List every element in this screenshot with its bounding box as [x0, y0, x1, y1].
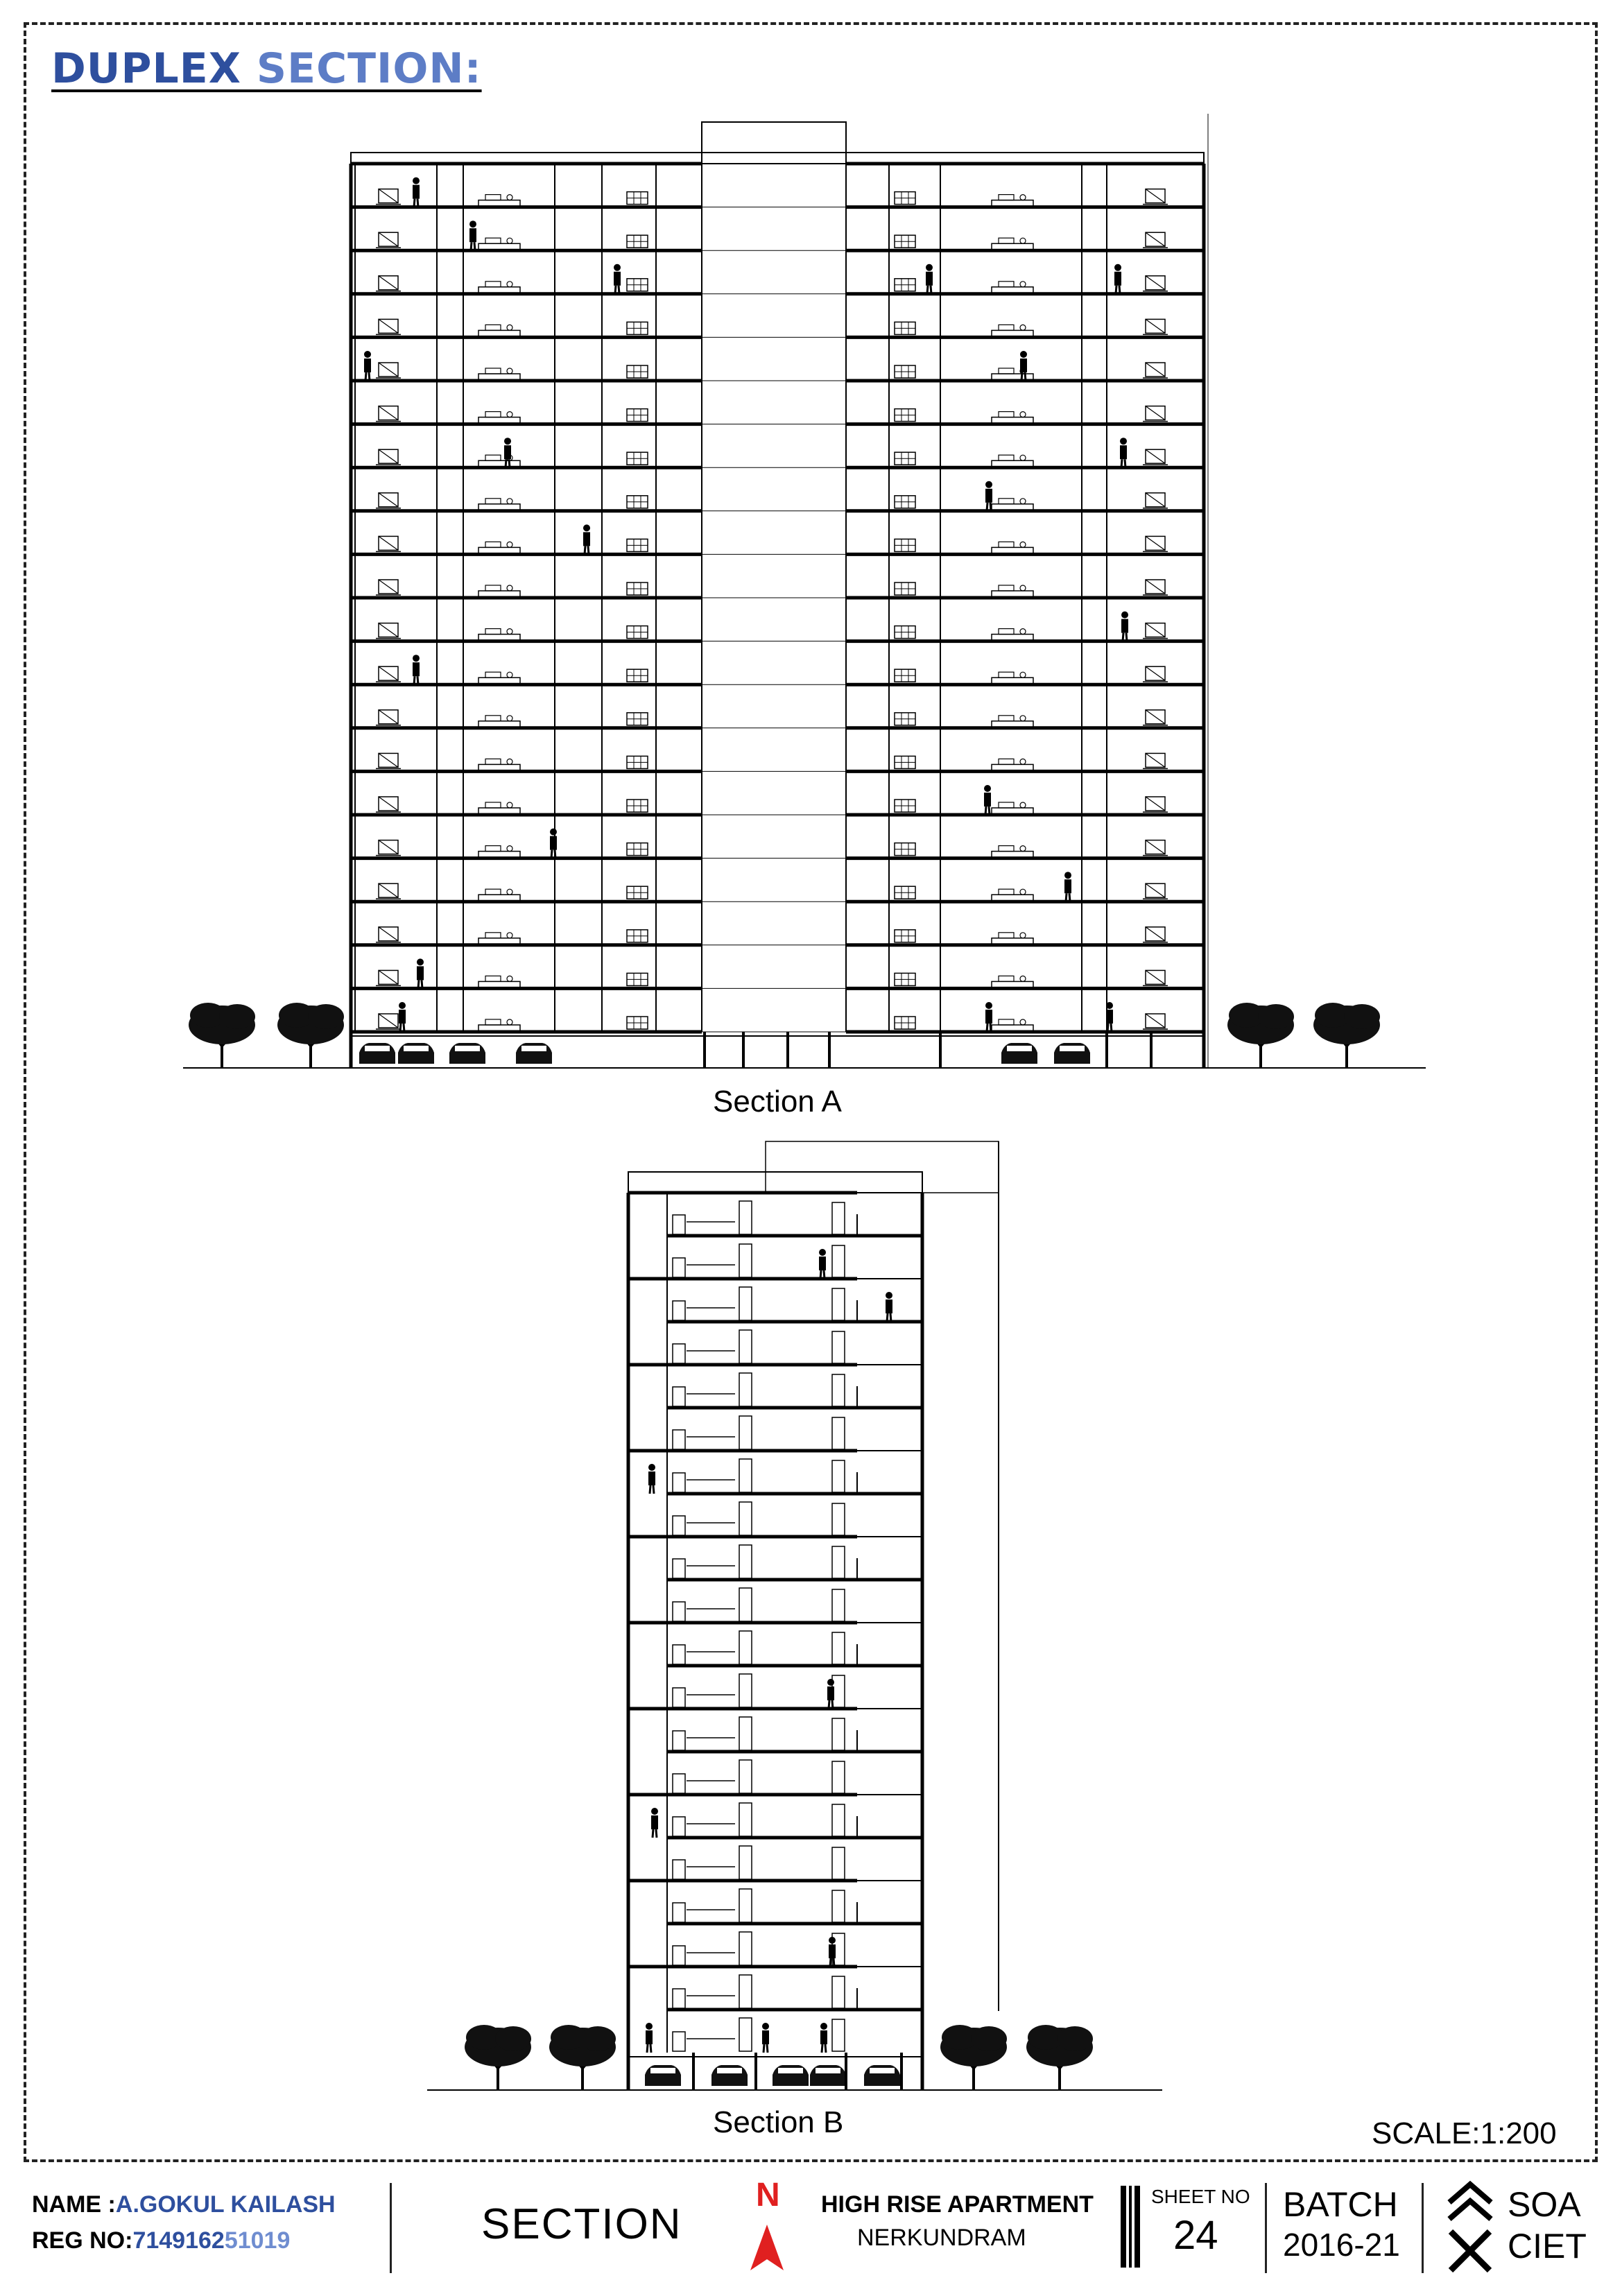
car-icon	[1054, 1043, 1090, 1064]
window-grille	[895, 235, 915, 248]
sofa-furniture	[478, 933, 520, 945]
cabinet-furniture	[376, 189, 401, 205]
school-line2: CIET	[1508, 2227, 1587, 2265]
cabinet-furniture	[1143, 1014, 1168, 1029]
window-grille	[895, 1017, 915, 1029]
person-silhouette	[417, 958, 424, 988]
section-a-drawing	[183, 114, 1426, 1068]
person-silhouette	[614, 264, 621, 294]
person-silhouette	[651, 1808, 658, 1838]
sofa-furniture	[478, 889, 520, 901]
reg-label: REG NO:	[32, 2227, 133, 2254]
batch-cell	[1279, 2173, 1417, 2284]
car-icon	[516, 1043, 552, 1064]
cabinet-furniture	[376, 710, 401, 725]
sofa-furniture	[992, 238, 1033, 250]
cabinet-furniture	[376, 580, 401, 595]
car-icon	[864, 2065, 900, 2086]
person-silhouette	[413, 178, 420, 207]
cabinet-furniture	[376, 927, 401, 942]
project-location: NERKUNDRAM	[857, 2225, 1026, 2251]
sofa-furniture	[992, 542, 1033, 554]
cabinet-furniture	[376, 1014, 401, 1029]
sofa-furniture	[992, 976, 1033, 988]
sofa-furniture	[478, 412, 520, 424]
sofa-furniture	[992, 889, 1033, 901]
cabinet-furniture	[1143, 970, 1168, 985]
sofa-furniture	[478, 672, 520, 684]
person-silhouette	[583, 524, 590, 554]
sofa-furniture	[992, 195, 1033, 207]
sofa-furniture	[478, 238, 520, 250]
project-name: HIGH RISE APARTMENT	[821, 2191, 1094, 2218]
reg-number-part2: 51019	[224, 2227, 291, 2254]
cabinet-furniture	[376, 753, 401, 768]
project-info	[821, 2173, 1126, 2284]
section-a-caption: Section A	[713, 1085, 842, 1119]
sofa-furniture	[992, 629, 1033, 641]
person-silhouette	[504, 438, 511, 467]
person-silhouette	[1020, 351, 1027, 381]
window-grille	[627, 930, 648, 942]
window-grille	[895, 279, 915, 291]
sofa-furniture	[992, 933, 1033, 945]
sofa-furniture	[992, 412, 1033, 424]
north-arrow-icon	[731, 2173, 807, 2284]
window-grille	[895, 192, 915, 205]
car-icon	[711, 2065, 748, 2086]
car-icon	[773, 2065, 809, 2086]
person-silhouette	[762, 2023, 769, 2053]
window-grille	[627, 713, 648, 725]
sofa-furniture	[992, 499, 1033, 511]
tree-icon	[465, 2025, 531, 2090]
tree-icon	[940, 2025, 1007, 2090]
car-icon	[1001, 1043, 1037, 1064]
window-grille	[895, 539, 915, 551]
cabinet-furniture	[376, 666, 401, 682]
drawing-title-cell	[412, 2173, 717, 2284]
window-grille	[627, 800, 648, 812]
person-silhouette	[399, 1002, 406, 1032]
cabinet-furniture	[1143, 753, 1168, 768]
cabinet-furniture	[1143, 276, 1168, 291]
person-silhouette	[1114, 264, 1121, 294]
window-grille	[627, 452, 648, 465]
window-grille	[895, 713, 915, 725]
school-name	[1508, 2173, 1591, 2284]
window-grille	[627, 192, 648, 205]
sofa-furniture	[992, 759, 1033, 771]
sheet-number: 24	[1173, 2213, 1218, 2258]
sofa-furniture	[992, 672, 1033, 684]
window-grille	[627, 539, 648, 551]
divider	[390, 2183, 392, 2273]
person-silhouette	[646, 2023, 653, 2053]
cabinet-furniture	[1143, 493, 1168, 508]
cabinet-furniture	[376, 232, 401, 248]
name-label: NAME :	[32, 2191, 116, 2218]
cabinet-furniture	[1143, 666, 1168, 682]
sofa-furniture	[992, 1019, 1033, 1032]
person-silhouette	[985, 1002, 992, 1032]
sheet-number-cell	[1148, 2173, 1273, 2284]
sofa-furniture	[992, 802, 1033, 815]
sheet-label: SHEET NO	[1151, 2186, 1250, 2207]
cabinet-furniture	[1143, 883, 1168, 899]
window-grille	[627, 886, 648, 899]
sofa-furniture	[478, 976, 520, 988]
barcode-mark	[1118, 2173, 1146, 2284]
cabinet-furniture	[1143, 580, 1168, 595]
sofa-furniture	[992, 716, 1033, 728]
north-arrow	[731, 2173, 807, 2284]
sofa-furniture	[478, 1019, 520, 1032]
sofa-furniture	[478, 585, 520, 598]
sofa-furniture	[478, 368, 520, 381]
person-silhouette	[820, 2023, 827, 2053]
sofa-furniture	[478, 282, 520, 294]
window-grille	[627, 669, 648, 682]
school-logo-icon	[1445, 2173, 1501, 2284]
window-grille	[895, 452, 915, 465]
person-silhouette	[413, 655, 420, 684]
sofa-furniture	[992, 455, 1033, 467]
tree-icon	[1026, 2025, 1093, 2090]
cabinet-furniture	[376, 493, 401, 508]
person-silhouette	[984, 785, 991, 815]
cabinet-furniture	[1143, 189, 1168, 205]
window-grille	[627, 843, 648, 856]
cabinet-furniture	[1143, 840, 1168, 856]
window-grille	[627, 322, 648, 334]
sofa-furniture	[478, 542, 520, 554]
window-grille	[895, 843, 915, 856]
cabinet-furniture	[1143, 363, 1168, 378]
sofa-furniture	[478, 499, 520, 511]
sofa-furniture	[478, 759, 520, 771]
window-grille	[627, 235, 648, 248]
window-grille	[895, 886, 915, 899]
sofa-furniture	[478, 802, 520, 815]
window-grille	[627, 279, 648, 291]
window-grille	[895, 930, 915, 942]
person-silhouette	[985, 481, 992, 511]
reg-number-part1: 7149162	[132, 2227, 225, 2254]
window-grille	[627, 756, 648, 768]
sofa-furniture	[478, 325, 520, 337]
window-grille	[895, 973, 915, 985]
cabinet-furniture	[376, 319, 401, 334]
car-icon	[449, 1043, 485, 1064]
drawing-title: SECTION	[481, 2200, 682, 2248]
divider	[1265, 2183, 1267, 2273]
sofa-furniture	[992, 585, 1033, 598]
cabinet-furniture	[376, 840, 401, 856]
cabinet-furniture	[376, 970, 401, 985]
student-name: A.GOKUL KAILASH	[115, 2191, 336, 2218]
window-grille	[627, 496, 648, 508]
cabinet-furniture	[376, 883, 401, 899]
sofa-furniture	[992, 282, 1033, 294]
title-part-duplex: DUPLEX	[51, 44, 241, 93]
batch-value: 2016-21	[1283, 2227, 1400, 2263]
person-silhouette	[1120, 438, 1127, 467]
person-silhouette	[550, 829, 557, 858]
person-silhouette	[886, 1292, 892, 1322]
person-silhouette	[364, 351, 371, 381]
cabinet-furniture	[376, 449, 401, 465]
cabinet-furniture	[1143, 927, 1168, 942]
school-logo	[1445, 2173, 1501, 2284]
cabinet-furniture	[376, 363, 401, 378]
sofa-furniture	[478, 716, 520, 728]
sofa-furniture	[478, 455, 520, 467]
sofa-furniture	[992, 325, 1033, 337]
car-icon	[359, 1043, 395, 1064]
person-silhouette	[926, 264, 933, 294]
window-grille	[627, 973, 648, 985]
person-silhouette	[648, 1464, 655, 1494]
north-letter: N	[756, 2177, 780, 2213]
sofa-furniture	[478, 195, 520, 207]
window-grille	[895, 322, 915, 334]
window-grille	[627, 1017, 648, 1029]
scale-label: SCALE:1:200	[1372, 2116, 1557, 2150]
sofa-furniture	[478, 846, 520, 858]
student-info	[32, 2173, 392, 2284]
cabinet-furniture	[1143, 623, 1168, 639]
window-grille	[895, 669, 915, 682]
tree-icon	[549, 2025, 616, 2090]
window-grille	[895, 409, 915, 422]
cabinet-furniture	[376, 406, 401, 422]
person-silhouette	[469, 221, 476, 250]
window-grille	[895, 626, 915, 639]
person-silhouette	[1064, 872, 1071, 901]
window-grille	[627, 409, 648, 422]
tree-icon	[189, 1003, 255, 1068]
batch-label: BATCH	[1283, 2185, 1398, 2224]
tree-icon	[277, 1003, 344, 1068]
sofa-furniture	[478, 629, 520, 641]
school-line1: SOA	[1508, 2185, 1581, 2224]
window-grille	[895, 756, 915, 768]
window-grille	[627, 365, 648, 378]
title-block	[24, 2173, 1598, 2284]
person-silhouette	[819, 1249, 826, 1279]
window-grille	[895, 800, 915, 812]
person-silhouette	[1106, 1002, 1113, 1032]
window-grille	[895, 496, 915, 508]
cabinet-furniture	[376, 623, 401, 639]
tree-icon	[1313, 1003, 1380, 1068]
barcode-icon	[1118, 2173, 1146, 2284]
cabinet-furniture	[1143, 797, 1168, 812]
cabinet-furniture	[1143, 319, 1168, 334]
person-silhouette	[1121, 612, 1128, 641]
car-icon	[810, 2065, 846, 2086]
cabinet-furniture	[1143, 406, 1168, 422]
cabinet-furniture	[1143, 536, 1168, 551]
cabinet-furniture	[376, 536, 401, 551]
window-grille	[895, 365, 915, 378]
person-silhouette	[827, 1679, 834, 1709]
window-grille	[895, 582, 915, 595]
car-icon	[645, 2065, 681, 2086]
cabinet-furniture	[1143, 710, 1168, 725]
window-grille	[627, 582, 648, 595]
window-grille	[627, 626, 648, 639]
section-b-caption: Section B	[713, 2105, 844, 2139]
cabinet-furniture	[376, 276, 401, 291]
title-part-section: SECTION:	[241, 44, 482, 93]
sofa-furniture	[992, 846, 1033, 858]
car-icon	[398, 1043, 434, 1064]
cabinet-furniture	[1143, 449, 1168, 465]
divider	[1422, 2183, 1424, 2273]
tree-icon	[1227, 1003, 1294, 1068]
cabinet-furniture	[376, 797, 401, 812]
cabinet-furniture	[1143, 232, 1168, 248]
section-b-drawing	[427, 1141, 1162, 2090]
